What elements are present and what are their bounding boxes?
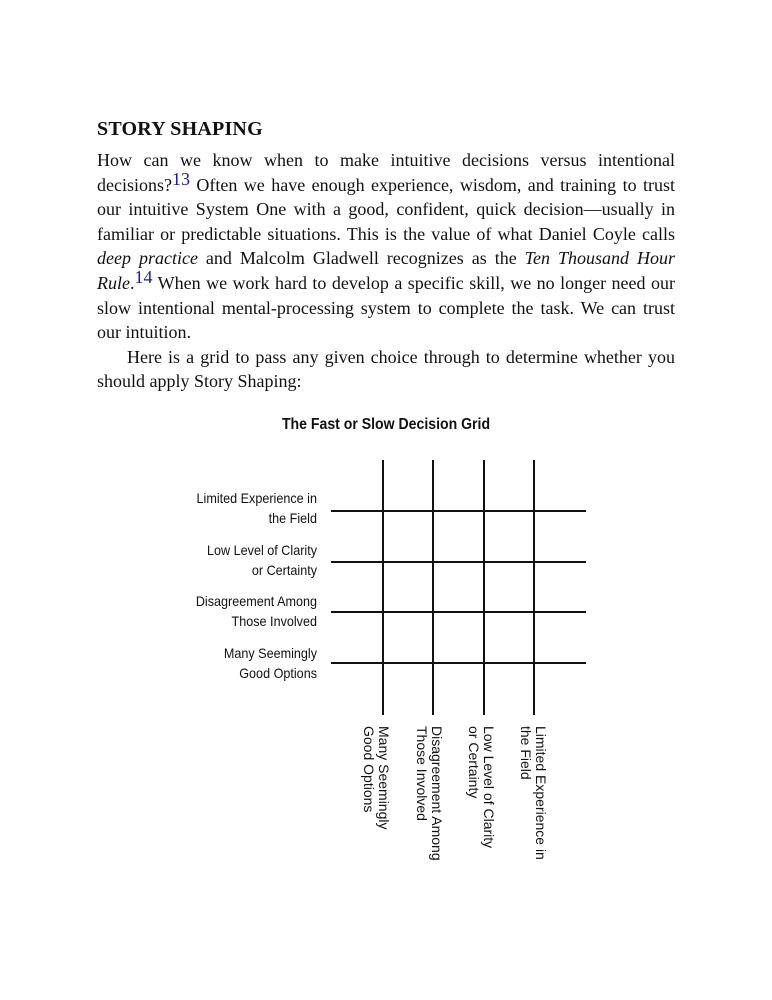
grid-column-line [432, 460, 434, 715]
paragraph-2: Here is a grid to pass any given choice through to determine whether you should apply Story Shaping: [97, 346, 675, 392]
row-label-line: or Certainty [251, 562, 317, 578]
row-label-line: Low Level of Clarity [207, 542, 317, 558]
section-heading: STORY SHAPING [97, 118, 263, 140]
paragraph-1 [97, 148, 675, 345]
text-run: Often we have enough experience, wisdom, and training to trust our intuitive System One with a good, confident, quick decision—usually in familiar or predictable situations. This is the value of what Daniel Coyle calls [97, 174, 675, 244]
row-label-disagreement [119, 591, 317, 631]
column-label-line: Limited Experience in [533, 726, 549, 860]
column-label-limited-experience [518, 726, 548, 860]
footnote-ref-13[interactable]: 13 [171, 168, 190, 189]
row-label-line: the Field [268, 510, 317, 526]
grid-column-line [382, 460, 384, 715]
column-label-line: or Certainty [466, 726, 482, 799]
row-label-line: Disagreement Among [195, 593, 317, 609]
italic-ten-thousand-hour-rule: Ten Thousand Hour Rule [97, 248, 675, 293]
grid-column-line [533, 460, 535, 715]
row-label-line: Those Involved [231, 613, 317, 629]
text-run: and Malcolm Gladwell recognizes as the [197, 248, 525, 269]
row-label-line: Limited Experience in [196, 490, 317, 506]
figure-title: The Fast or Slow Decision Grid [281, 416, 491, 433]
footnote-ref-14[interactable]: 14 [134, 266, 153, 287]
column-label-line: Good Options [361, 726, 377, 813]
column-label-many-options [361, 726, 391, 830]
row-label-line: Many Seemingly [223, 645, 317, 661]
grid-row-line [331, 510, 586, 512]
grid-row-line [331, 611, 586, 613]
italic-deep-practice: deep practice [97, 248, 198, 269]
page-body [97, 118, 675, 394]
row-label-many-options [119, 643, 317, 683]
column-label-line: Many Seemingly [376, 726, 392, 830]
column-label-line: Disagreement Among [429, 726, 445, 861]
row-label-line: Good Options [239, 665, 317, 681]
column-label-disagreement [414, 726, 444, 861]
column-label-line: the Field [518, 726, 534, 780]
text-run: . [130, 272, 135, 293]
column-label-low-clarity [466, 726, 496, 848]
text-run: How can we know when to make intuitive decisions versus intentional decisions? [97, 150, 675, 195]
column-label-line: Those Involved [414, 726, 430, 821]
row-label-low-clarity [119, 540, 317, 580]
grid-row-line [331, 662, 586, 664]
row-label-limited-experience [119, 488, 317, 528]
grid-column-line [483, 460, 485, 715]
column-label-line: Low Level of Clarity [481, 726, 497, 849]
text-run: When we work hard to develop a specific skill, we no longer need our slow intentional mental-processing system to complete the task. We can trust our intuition. [97, 272, 675, 343]
grid-row-line [331, 561, 586, 563]
